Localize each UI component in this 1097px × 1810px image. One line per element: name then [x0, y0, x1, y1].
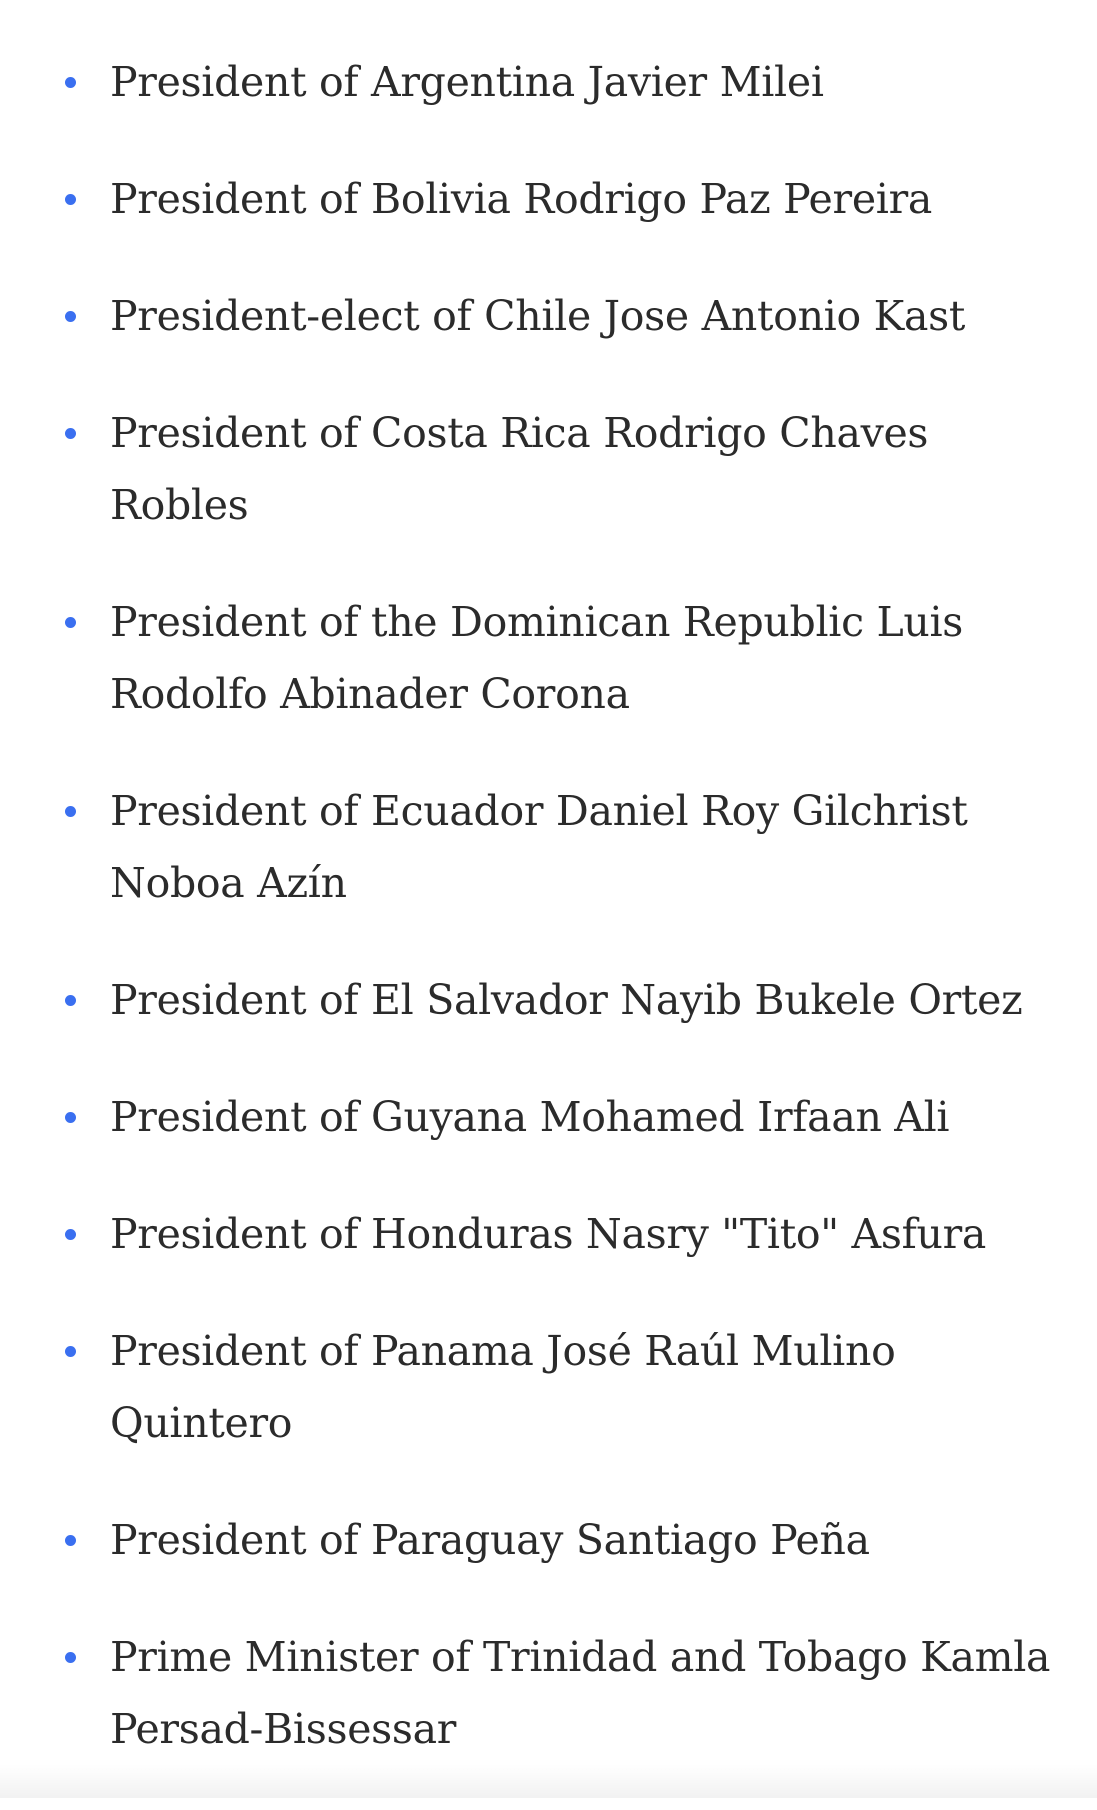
list-item — [0, 964, 1097, 1036]
bottom-fade — [0, 1764, 1097, 1798]
list-item-text: President-elect of Chile Jose Antonio Kast — [110, 292, 966, 340]
list-item — [0, 1198, 1097, 1270]
bullet-icon — [65, 1535, 76, 1546]
list-item-text: President of Panama José Raúl Mulino Quintero — [110, 1327, 896, 1447]
list-item — [0, 280, 1097, 352]
bullet-icon — [65, 77, 76, 88]
list-item — [0, 1315, 1097, 1459]
bullet-icon — [65, 311, 76, 322]
list-item-text: President of the Dominican Republic Luis Rodolfo Abinader Corona — [110, 598, 964, 718]
list-item-text: President of Costa Rica Rodrigo Chaves Robles — [110, 409, 929, 529]
bullet-icon — [65, 1346, 76, 1357]
list-item-text: Prime Minister of Trinidad and Tobago Kamla Persad-Bissessar — [110, 1633, 1051, 1753]
list-item — [0, 586, 1097, 730]
list-item-text: President of Guyana Mohamed Irfaan Ali — [110, 1093, 950, 1141]
bullet-icon — [65, 1229, 76, 1240]
list-item-text: President of Argentina Javier Milei — [110, 58, 824, 106]
list-item — [0, 397, 1097, 541]
leaders-list — [0, 46, 1097, 1810]
list-item-text: President of Honduras Nasry "Tito" Asfura — [110, 1210, 987, 1258]
list-item — [0, 775, 1097, 919]
list-item-text: President of Paraguay Santiago Peña — [110, 1516, 870, 1564]
bullet-icon — [65, 806, 76, 817]
list-item-text: President of Ecuador Daniel Roy Gilchrist Noboa Azín — [110, 787, 968, 907]
list-item — [0, 1081, 1097, 1153]
list-item-text: President of Bolivia Rodrigo Paz Pereira — [110, 175, 933, 223]
list-item — [0, 1621, 1097, 1765]
list-item — [0, 163, 1097, 235]
bullet-icon — [65, 1112, 76, 1123]
bullet-icon — [65, 995, 76, 1006]
bullet-icon — [65, 1652, 76, 1663]
list-item — [0, 46, 1097, 118]
list-item-text: President of El Salvador Nayib Bukele Ortez — [110, 976, 1023, 1024]
bullet-icon — [65, 617, 76, 628]
bullet-icon — [65, 194, 76, 205]
bullet-icon — [65, 428, 76, 439]
list-item — [0, 1504, 1097, 1576]
